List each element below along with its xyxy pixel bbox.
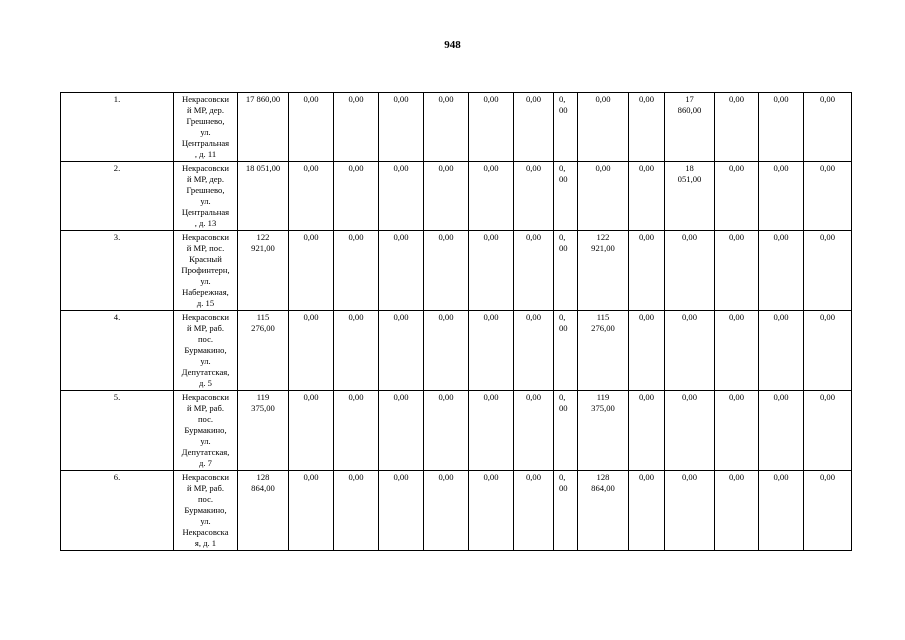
amount-cell: 0,00 — [715, 471, 759, 551]
amount-cell: 0,00 — [469, 93, 514, 162]
amount-cell: 0,00 — [469, 391, 514, 471]
amount-cell: 0,00 — [759, 471, 804, 551]
amount-cell: 0,00 — [804, 471, 852, 551]
amount-cell: 0,00 — [715, 162, 759, 231]
amount-cell: 0,00 — [665, 471, 715, 551]
amount-cell: 0,00 — [804, 231, 852, 311]
address-cell: Некрасовски й МР, раб. пос. Бурмакино, ул. Депутатская, д. 5 — [174, 311, 238, 391]
amount-cell: 0,00 — [715, 93, 759, 162]
amount-cell: 0, 00 — [554, 93, 578, 162]
amount-cell: 0, 00 — [554, 471, 578, 551]
table-row — [61, 231, 852, 311]
amount-cell: 0,00 — [715, 391, 759, 471]
amount-cell: 0,00 — [289, 162, 334, 231]
row-number: 5. — [61, 391, 174, 471]
amount-cell: 0,00 — [629, 471, 665, 551]
amount-cell: 0,00 — [665, 231, 715, 311]
amount-cell: 0,00 — [759, 391, 804, 471]
amount-cell: 0,00 — [715, 231, 759, 311]
table-row — [61, 93, 852, 162]
address-cell: Некрасовски й МР, дер. Грешнево, ул. Центральная , д. 11 — [174, 93, 238, 162]
amount-cell: 0,00 — [629, 391, 665, 471]
amount-cell: 17 860,00 — [238, 93, 289, 162]
amount-cell: 0,00 — [469, 162, 514, 231]
address-cell: Некрасовски й МР, раб. пос. Бурмакино, ул. Некрасовска я, д. 1 — [174, 471, 238, 551]
amount-cell: 0,00 — [665, 391, 715, 471]
amount-cell: 0,00 — [759, 93, 804, 162]
amount-cell: 0,00 — [759, 162, 804, 231]
amount-cell: 0,00 — [379, 231, 424, 311]
amount-cell: 0,00 — [379, 311, 424, 391]
amount-cell: 119 375,00 — [578, 391, 629, 471]
amount-cell: 0,00 — [424, 231, 469, 311]
amount-cell: 0,00 — [759, 231, 804, 311]
amount-cell: 0,00 — [804, 311, 852, 391]
amount-cell: 0,00 — [629, 231, 665, 311]
amount-cell: 0,00 — [514, 311, 554, 391]
amount-cell: 0,00 — [424, 391, 469, 471]
amount-cell: 0,00 — [334, 93, 379, 162]
row-number: 2. — [61, 162, 174, 231]
amount-cell: 122 921,00 — [578, 231, 629, 311]
address-cell: Некрасовски й МР, пос. Красный Профинтерн, ул. Набережная, д. 15 — [174, 231, 238, 311]
amount-cell: 0,00 — [469, 231, 514, 311]
amount-cell: 0,00 — [665, 311, 715, 391]
amount-cell: 0,00 — [424, 93, 469, 162]
amount-cell: 0,00 — [379, 162, 424, 231]
table-row — [61, 471, 852, 551]
amount-cell: 0, 00 — [554, 311, 578, 391]
amount-cell: 0,00 — [804, 391, 852, 471]
page-number: 948 — [444, 39, 461, 51]
amount-cell: 0,00 — [289, 391, 334, 471]
amount-cell: 0,00 — [514, 93, 554, 162]
amount-cell: 0,00 — [469, 471, 514, 551]
amount-cell: 0,00 — [289, 311, 334, 391]
amount-cell: 0,00 — [334, 231, 379, 311]
amount-cell: 115 276,00 — [238, 311, 289, 391]
amount-cell: 0,00 — [379, 391, 424, 471]
amount-cell: 0,00 — [424, 162, 469, 231]
amount-cell: 119 375,00 — [238, 391, 289, 471]
amount-cell: 0,00 — [289, 471, 334, 551]
amount-cell: 0,00 — [424, 471, 469, 551]
amount-cell: 18 051,00 — [665, 162, 715, 231]
amount-cell: 128 864,00 — [238, 471, 289, 551]
amount-cell: 0,00 — [715, 311, 759, 391]
amount-cell: 0,00 — [804, 162, 852, 231]
amount-cell: 0,00 — [334, 471, 379, 551]
table-row — [61, 311, 852, 391]
amount-cell: 18 051,00 — [238, 162, 289, 231]
budget-table — [60, 92, 852, 551]
amount-cell: 0,00 — [578, 93, 629, 162]
amount-cell: 0, 00 — [554, 391, 578, 471]
amount-cell: 0,00 — [629, 311, 665, 391]
amount-cell: 0,00 — [514, 391, 554, 471]
amount-cell: 17 860,00 — [665, 93, 715, 162]
row-number: 4. — [61, 311, 174, 391]
amount-cell: 0,00 — [379, 93, 424, 162]
row-number: 1. — [61, 93, 174, 162]
table-body — [61, 93, 852, 551]
amount-cell: 0, 00 — [554, 231, 578, 311]
amount-cell: 0,00 — [289, 231, 334, 311]
amount-cell: 0,00 — [759, 311, 804, 391]
table-row — [61, 391, 852, 471]
address-cell: Некрасовски й МР, раб. пос. Бурмакино, ул. Депутатская, д. 7 — [174, 391, 238, 471]
amount-cell: 0,00 — [514, 471, 554, 551]
amount-cell: 0,00 — [629, 162, 665, 231]
amount-cell: 0,00 — [514, 162, 554, 231]
amount-cell: 0,00 — [629, 93, 665, 162]
amount-cell: 0, 00 — [554, 162, 578, 231]
amount-cell: 115 276,00 — [578, 311, 629, 391]
amount-cell: 0,00 — [469, 311, 514, 391]
row-number: 3. — [61, 231, 174, 311]
amount-cell: 0,00 — [804, 93, 852, 162]
amount-cell: 0,00 — [578, 162, 629, 231]
amount-cell: 0,00 — [289, 93, 334, 162]
address-cell: Некрасовски й МР, дер. Грешнево, ул. Центральная , д. 13 — [174, 162, 238, 231]
amount-cell: 0,00 — [334, 311, 379, 391]
amount-cell: 0,00 — [424, 311, 469, 391]
amount-cell: 128 864,00 — [578, 471, 629, 551]
amount-cell: 0,00 — [334, 162, 379, 231]
table-row — [61, 162, 852, 231]
amount-cell: 0,00 — [379, 471, 424, 551]
row-number: 6. — [61, 471, 174, 551]
amount-cell: 0,00 — [514, 231, 554, 311]
amount-cell: 122 921,00 — [238, 231, 289, 311]
amount-cell: 0,00 — [334, 391, 379, 471]
